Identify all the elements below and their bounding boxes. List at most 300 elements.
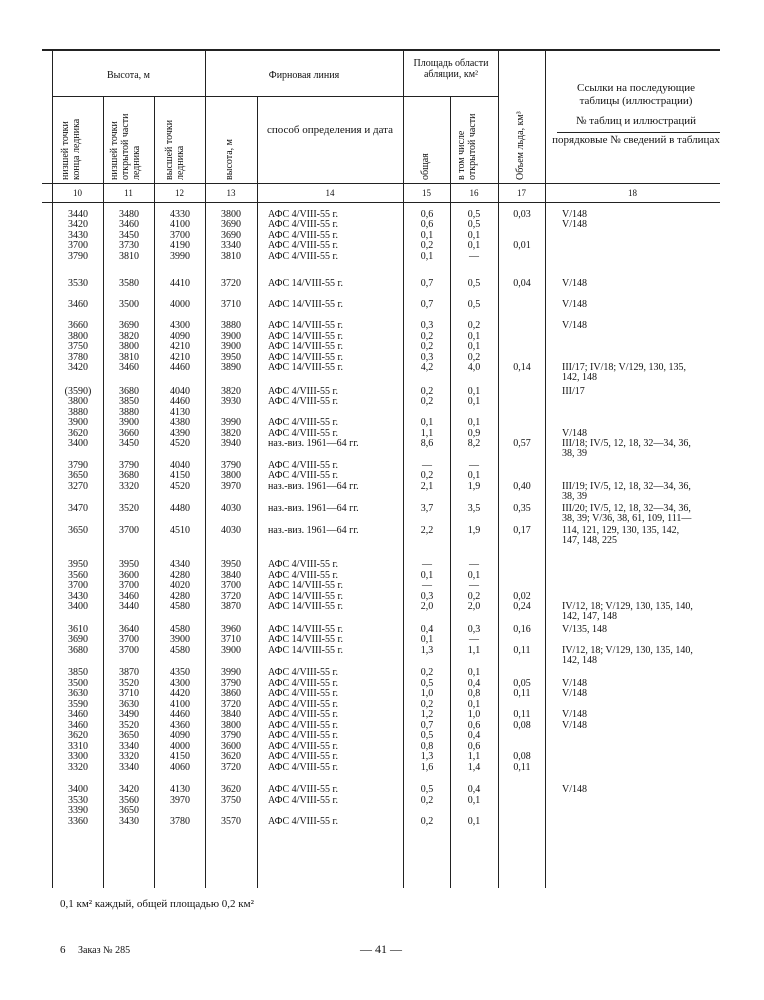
cell-area-open: 0,8 (467, 688, 481, 699)
cell-area-open: 0,6 (467, 741, 481, 752)
cell-lowest-point-open: 3820 (119, 331, 139, 342)
cell-method-date: АФС 14/VIII-55 г. (268, 591, 343, 602)
cell-firn-height: 3880 (221, 320, 241, 331)
cell-lowest-point-end: 3880 (68, 407, 88, 418)
column-number: 10 (73, 188, 82, 198)
cell-area-total: 0,3 (420, 591, 434, 602)
cell-lowest-point-open: 3520 (119, 503, 139, 514)
cell-area-open: 0,1 (467, 470, 481, 481)
cell-area-total: 0,1 (420, 570, 434, 581)
cell-lowest-point-open: 3730 (119, 240, 139, 251)
cell-refs: III/18; IV/5, 12, 18, 32—34, 36, 38, 39 (562, 438, 691, 459)
cell-ice-volume: 0,11 (513, 688, 531, 699)
cell-highest-point: 4340 (170, 559, 190, 570)
cell-area-total: 0,2 (420, 240, 434, 251)
cell-highest-point: 4210 (170, 341, 190, 352)
cell-highest-point: 4020 (170, 580, 190, 591)
cell-highest-point: 4190 (170, 240, 190, 251)
cell-firn-height: 4030 (221, 503, 241, 514)
col-divider (52, 50, 53, 888)
cell-firn-height: 3840 (221, 709, 241, 720)
cell-firn-height: 3690 (221, 219, 241, 230)
cell-area-open: 0,5 (467, 278, 481, 289)
cell-ice-volume: 0,03 (513, 209, 531, 220)
cell-method-date: АФС 14/VIII-55 г. (268, 278, 343, 289)
cell-method-date: АФС 14/VIII-55 г. (268, 362, 343, 373)
column-number: 18 (628, 188, 637, 198)
cell-lowest-point-end: 3650 (68, 470, 88, 481)
cell-refs: V/135, 148 (562, 624, 607, 635)
cell-method-date: АФС 14/VIII-55 г. (268, 580, 343, 591)
cell-refs: V/148 (562, 209, 587, 220)
cell-area-open: — (469, 580, 479, 591)
cell-method-date: АФС 4/VIII-55 г. (268, 417, 338, 428)
cell-lowest-point-open: 3450 (119, 230, 139, 241)
cell-refs: III/19; IV/5, 12, 18, 32—34, 36, 38, 39 (562, 481, 691, 502)
cell-area-open: 3,5 (467, 503, 481, 514)
cell-firn-height: 3860 (221, 688, 241, 699)
cell-highest-point: 3990 (170, 251, 190, 262)
cell-method-date: АФС 4/VIII-55 г. (268, 816, 338, 827)
cell-firn-height: 3970 (221, 481, 241, 492)
cell-area-total: 0,2 (420, 386, 434, 397)
cell-method-date: АФС 14/VIII-55 г. (268, 331, 343, 342)
cell-lowest-point-open: 3490 (119, 709, 139, 720)
col-divider (403, 50, 404, 888)
cell-area-open: 0,4 (467, 730, 481, 741)
cell-method-date: АФС 14/VIII-55 г. (268, 341, 343, 352)
cell-lowest-point-open: 3650 (119, 730, 139, 741)
cell-area-open: — (469, 251, 479, 262)
col-divider (545, 50, 546, 888)
cell-lowest-point-open: 3660 (119, 428, 139, 439)
cell-lowest-point-end: 3620 (68, 730, 88, 741)
cell-firn-height: 3790 (221, 460, 241, 471)
footer-sheet-number: 6 (60, 944, 66, 956)
cell-method-date: наз.-виз. 1961—64 гг. (268, 438, 359, 449)
cell-firn-height: 3820 (221, 386, 241, 397)
cell-area-open: 0,6 (467, 720, 481, 731)
cell-highest-point: 3700 (170, 230, 190, 241)
cell-area-total: — (422, 460, 432, 471)
cell-area-open: 0,9 (467, 428, 481, 439)
cell-lowest-point-open: 3420 (119, 784, 139, 795)
cell-lowest-point-end: 3460 (68, 720, 88, 731)
cell-highest-point: 4380 (170, 417, 190, 428)
cell-highest-point: 3970 (170, 795, 190, 806)
cell-highest-point: 4460 (170, 396, 190, 407)
cell-lowest-point-end: 3300 (68, 751, 88, 762)
cell-area-open: 0,4 (467, 678, 481, 689)
cell-highest-point: 3900 (170, 634, 190, 645)
cell-lowest-point-end: 3430 (68, 230, 88, 241)
cell-highest-point: 4280 (170, 591, 190, 602)
col-divider (103, 96, 104, 888)
cell-area-total: — (422, 580, 432, 591)
cell-method-date: АФС 14/VIII-55 г. (268, 299, 343, 310)
cell-method-date: АФС 14/VIII-55 г. (268, 320, 343, 331)
cell-lowest-point-end: 3800 (68, 396, 88, 407)
cell-area-open: 0,1 (467, 417, 481, 428)
cell-lowest-point-end: (3590) (64, 386, 92, 397)
col-divider (450, 96, 451, 888)
cell-firn-height: 3990 (221, 667, 241, 678)
cell-lowest-point-open: 3580 (119, 278, 139, 289)
refs-subheader-rule (557, 132, 720, 133)
cell-firn-height: 3800 (221, 720, 241, 731)
cell-lowest-point-open: 3630 (119, 699, 139, 710)
cell-lowest-point-open: 3480 (119, 209, 139, 220)
cell-highest-point: 4390 (170, 428, 190, 439)
cell-area-total: 2,1 (420, 481, 434, 492)
header-group-rule (52, 96, 498, 97)
cell-refs: V/148 (562, 299, 587, 310)
header-col16: в том числе открытой части (456, 113, 478, 180)
cell-lowest-point-open: 3600 (119, 570, 139, 581)
cell-area-total: 2,0 (420, 601, 434, 612)
cell-area-total: 1,3 (420, 751, 434, 762)
cell-highest-point: 4460 (170, 362, 190, 373)
cell-refs: V/148 (562, 720, 587, 731)
cell-lowest-point-end: 3680 (68, 645, 88, 656)
cell-area-open: 1,0 (467, 709, 481, 720)
cell-firn-height: 3790 (221, 730, 241, 741)
col-divider (154, 96, 155, 888)
cell-highest-point: 4150 (170, 751, 190, 762)
column-number: 15 (422, 188, 431, 198)
cell-highest-point: 4360 (170, 720, 190, 731)
cell-area-open: 0,2 (467, 591, 481, 602)
cell-highest-point: 4040 (170, 386, 190, 397)
cell-area-total: 0,3 (420, 352, 434, 363)
footnote: 0,1 км² каждый, общей площадью 0,2 км² (60, 898, 254, 910)
cell-firn-height: 3870 (221, 601, 241, 612)
cell-area-total: 0,2 (420, 396, 434, 407)
cell-lowest-point-end: 3470 (68, 503, 88, 514)
cell-area-open: — (469, 460, 479, 471)
cell-area-total: 0,3 (420, 320, 434, 331)
cell-method-date: АФС 4/VIII-55 г. (268, 762, 338, 773)
cell-method-date: АФС 4/VIII-55 г. (268, 709, 338, 720)
cell-area-total: 0,1 (420, 634, 434, 645)
cell-firn-height: 3710 (221, 299, 241, 310)
cell-area-open: 0,1 (467, 795, 481, 806)
cell-area-total: 0,7 (420, 299, 434, 310)
cell-highest-point: 4350 (170, 667, 190, 678)
cell-lowest-point-open: 3870 (119, 667, 139, 678)
cell-ice-volume: 0,24 (513, 601, 531, 612)
cell-area-open: 0,5 (467, 219, 481, 230)
header-bottom-rule (42, 183, 720, 184)
cell-lowest-point-open: 3810 (119, 251, 139, 262)
cell-lowest-point-end: 3310 (68, 741, 88, 752)
cell-lowest-point-open: 3700 (119, 525, 139, 536)
cell-method-date: АФС 4/VIII-55 г. (268, 570, 338, 581)
cell-area-total: 0,1 (420, 251, 434, 262)
cell-highest-point: 4130 (170, 407, 190, 418)
cell-method-date: АФС 4/VIII-55 г. (268, 559, 338, 570)
cell-lowest-point-end: 3660 (68, 320, 88, 331)
col-divider (498, 50, 499, 888)
cell-highest-point: 3780 (170, 816, 190, 827)
cell-lowest-point-end: 3270 (68, 481, 88, 492)
cell-firn-height: 3900 (221, 645, 241, 656)
cell-lowest-point-open: 3440 (119, 601, 139, 612)
cell-area-total: 0,5 (420, 678, 434, 689)
cell-refs: V/148 (562, 678, 587, 689)
cell-firn-height: 3940 (221, 438, 241, 449)
cell-lowest-point-end: 3400 (68, 438, 88, 449)
cell-highest-point: 4000 (170, 741, 190, 752)
cell-lowest-point-open: 3430 (119, 816, 139, 827)
cell-lowest-point-open: 3450 (119, 438, 139, 449)
cell-firn-height: 3340 (221, 240, 241, 251)
cell-highest-point: 4300 (170, 678, 190, 689)
cell-highest-point: 4520 (170, 481, 190, 492)
cell-method-date: АФС 4/VIII-55 г. (268, 795, 338, 806)
cell-highest-point: 4000 (170, 299, 190, 310)
cell-area-total: 4,2 (420, 362, 434, 373)
col-divider (205, 50, 206, 888)
cell-lowest-point-open: 3880 (119, 407, 139, 418)
cell-highest-point: 4100 (170, 219, 190, 230)
cell-ice-volume: 0,16 (513, 624, 531, 635)
cell-area-total: 0,1 (420, 230, 434, 241)
cell-lowest-point-end: 3700 (68, 240, 88, 251)
cell-firn-height: 3890 (221, 362, 241, 373)
cell-method-date: АФС 14/VIII-55 г. (268, 352, 343, 363)
cell-area-open: 0,1 (467, 816, 481, 827)
cell-refs: V/148 (562, 278, 587, 289)
cell-firn-height: 3900 (221, 331, 241, 342)
cell-lowest-point-open: 3950 (119, 559, 139, 570)
cell-lowest-point-end: 3850 (68, 667, 88, 678)
column-number: 17 (517, 188, 526, 198)
cell-lowest-point-open: 3340 (119, 741, 139, 752)
cell-lowest-point-end: 3460 (68, 299, 88, 310)
cell-lowest-point-open: 3320 (119, 481, 139, 492)
cell-firn-height: 3720 (221, 591, 241, 602)
cell-area-total: 0,6 (420, 219, 434, 230)
cell-area-total: 1,1 (420, 428, 434, 439)
cell-refs: V/148 (562, 320, 587, 331)
header-col17: Объем льда, км³ (515, 111, 526, 180)
cell-lowest-point-open: 3640 (119, 624, 139, 635)
cell-lowest-point-end: 3560 (68, 570, 88, 581)
cell-area-total: — (422, 559, 432, 570)
cell-lowest-point-end: 3620 (68, 428, 88, 439)
cell-highest-point: 4580 (170, 601, 190, 612)
column-number-rule (42, 202, 720, 203)
cell-area-open: 0,3 (467, 624, 481, 635)
cell-refs: V/148 (562, 688, 587, 699)
cell-highest-point: 4130 (170, 784, 190, 795)
cell-lowest-point-end: 3320 (68, 762, 88, 773)
cell-area-open: 1,1 (467, 751, 481, 762)
cell-area-open: 1,9 (467, 481, 481, 492)
cell-lowest-point-open: 3800 (119, 341, 139, 352)
cell-highest-point: 4300 (170, 320, 190, 331)
cell-method-date: АФС 4/VIII-55 г. (268, 428, 338, 439)
cell-ice-volume: 0,57 (513, 438, 531, 449)
cell-area-total: 0,4 (420, 624, 434, 635)
cell-lowest-point-open: 3790 (119, 460, 139, 471)
cell-method-date: АФС 4/VIII-55 г. (268, 688, 338, 699)
table-top-rule (42, 49, 720, 51)
cell-refs: V/148 (562, 219, 587, 230)
cell-method-date: АФС 4/VIII-55 г. (268, 751, 338, 762)
column-number: 11 (124, 188, 133, 198)
cell-firn-height: 3750 (221, 795, 241, 806)
cell-area-open: 0,1 (467, 386, 481, 397)
cell-method-date: АФС 4/VIII-55 г. (268, 251, 338, 262)
cell-area-open: 0,1 (467, 699, 481, 710)
cell-lowest-point-open: 3560 (119, 795, 139, 806)
cell-highest-point: 4060 (170, 762, 190, 773)
cell-highest-point: 4420 (170, 688, 190, 699)
cell-lowest-point-end: 3390 (68, 805, 88, 816)
cell-lowest-point-open: 3320 (119, 751, 139, 762)
header-col10: низшей точки конца ледника (60, 118, 82, 180)
cell-highest-point: 4410 (170, 278, 190, 289)
cell-method-date: АФС 4/VIII-55 г. (268, 699, 338, 710)
cell-area-open: 0,1 (467, 396, 481, 407)
cell-area-total: 0,2 (420, 341, 434, 352)
cell-lowest-point-end: 3590 (68, 699, 88, 710)
footer-order (60, 944, 130, 956)
cell-firn-height: 3620 (221, 784, 241, 795)
cell-area-total: 3,7 (420, 503, 434, 514)
cell-lowest-point-open: 3650 (119, 805, 139, 816)
col-divider (257, 96, 258, 888)
cell-lowest-point-open: 3700 (119, 645, 139, 656)
cell-lowest-point-end: 3400 (68, 784, 88, 795)
cell-method-date: наз.-виз. 1961—64 гг. (268, 503, 359, 514)
cell-area-total: 0,7 (420, 278, 434, 289)
cell-firn-height: 3570 (221, 816, 241, 827)
cell-lowest-point-open: 3500 (119, 299, 139, 310)
cell-area-open: 1,4 (467, 762, 481, 773)
cell-method-date: АФС 14/VIII-55 г. (268, 601, 343, 612)
cell-lowest-point-end: 3790 (68, 251, 88, 262)
cell-firn-height: 3720 (221, 762, 241, 773)
cell-ice-volume: 0,08 (513, 751, 531, 762)
column-number: 16 (469, 188, 479, 198)
header-col14: способ определения и дата (267, 124, 393, 136)
cell-lowest-point-end: 3530 (68, 278, 88, 289)
cell-ice-volume: 0,02 (513, 591, 531, 602)
cell-lowest-point-open: 3710 (119, 688, 139, 699)
cell-firn-height: 3720 (221, 278, 241, 289)
header-refs-group: Ссылки на последующие таблицы (иллюстрации) (576, 82, 696, 107)
cell-ice-volume: 0,14 (513, 362, 531, 373)
column-number: 14 (325, 188, 335, 198)
cell-firn-height: 3950 (221, 352, 241, 363)
cell-lowest-point-end: 3750 (68, 341, 88, 352)
cell-area-open: — (469, 634, 479, 645)
cell-lowest-point-open: 3680 (119, 470, 139, 481)
header-col13: высота, м (224, 138, 235, 180)
cell-lowest-point-end: 3780 (68, 352, 88, 363)
cell-refs: IV/12, 18; V/129, 130, 135, 140, 142, 147, 148 (562, 601, 693, 622)
cell-firn-height: 3620 (221, 751, 241, 762)
cell-area-open: 1,1 (467, 645, 481, 656)
cell-area-total: 0,1 (420, 417, 434, 428)
cell-lowest-point-end: 3360 (68, 816, 88, 827)
cell-method-date: АФС 4/VIII-55 г. (268, 730, 338, 741)
cell-area-total: 2,2 (420, 525, 434, 536)
cell-method-date: АФС 4/VIII-55 г. (268, 219, 338, 230)
cell-ice-volume: 0,17 (513, 525, 531, 536)
cell-highest-point: 4150 (170, 470, 190, 481)
header-col15: общая (420, 153, 431, 180)
cell-highest-point: 4210 (170, 352, 190, 363)
cell-method-date: АФС 4/VIII-55 г. (268, 667, 338, 678)
cell-lowest-point-open: 3460 (119, 362, 139, 373)
cell-area-total: 0,5 (420, 784, 434, 795)
cell-area-open: 1,9 (467, 525, 481, 536)
cell-lowest-point-end: 3790 (68, 460, 88, 471)
cell-lowest-point-end: 3430 (68, 591, 88, 602)
cell-highest-point: 4090 (170, 331, 190, 342)
cell-area-open: 0,1 (467, 230, 481, 241)
cell-firn-height: 4030 (221, 525, 241, 536)
cell-area-total: 0,2 (420, 699, 434, 710)
cell-firn-height: 3790 (221, 678, 241, 689)
cell-firn-height: 3960 (221, 624, 241, 635)
header-refs-sub2: порядковые № сведений в таблицах (552, 134, 720, 146)
header-refs-sub1: № таблиц и иллюстраций (576, 115, 696, 127)
cell-firn-height: 3710 (221, 634, 241, 645)
cell-method-date: АФС 4/VIII-55 г. (268, 240, 338, 251)
cell-firn-height: 3700 (221, 580, 241, 591)
cell-lowest-point-end: 3700 (68, 580, 88, 591)
cell-method-date: наз.-виз. 1961—64 гг. (268, 481, 359, 492)
cell-area-total: 0,7 (420, 720, 434, 731)
cell-ice-volume: 0,04 (513, 278, 531, 289)
cell-ice-volume: 0,05 (513, 678, 531, 689)
cell-area-open: — (469, 559, 479, 570)
cell-firn-height: 3950 (221, 559, 241, 570)
header-col12: высшей точки ледника (164, 119, 186, 180)
cell-lowest-point-open: 3810 (119, 352, 139, 363)
cell-refs: V/148 (562, 428, 587, 439)
cell-highest-point: 4480 (170, 503, 190, 514)
cell-highest-point: 4100 (170, 699, 190, 710)
cell-firn-height: 3800 (221, 470, 241, 481)
cell-lowest-point-end: 3440 (68, 209, 88, 220)
cell-lowest-point-end: 3800 (68, 331, 88, 342)
cell-refs: 114, 121, 129, 130, 135, 142, 147, 148, 225 (562, 525, 680, 546)
cell-area-open: 0,2 (467, 352, 481, 363)
cell-highest-point: 4580 (170, 624, 190, 635)
cell-lowest-point-open: 3900 (119, 417, 139, 428)
cell-method-date: АФС 4/VIII-55 г. (268, 386, 338, 397)
cell-method-date: АФС 4/VIII-55 г. (268, 741, 338, 752)
cell-lowest-point-open: 3690 (119, 320, 139, 331)
cell-area-open: 0,2 (467, 320, 481, 331)
cell-area-total: 0,8 (420, 741, 434, 752)
cell-lowest-point-open: 3460 (119, 219, 139, 230)
cell-firn-height: 3990 (221, 417, 241, 428)
cell-method-date: АФС 4/VIII-55 г. (268, 396, 338, 407)
cell-lowest-point-open: 3700 (119, 634, 139, 645)
cell-lowest-point-end: 3610 (68, 624, 88, 635)
cell-method-date: АФС 4/VIII-55 г. (268, 230, 338, 241)
cell-firn-height: 3820 (221, 428, 241, 439)
column-number: 13 (226, 188, 236, 198)
header-firn-group: Фирновая линия (268, 70, 340, 81)
